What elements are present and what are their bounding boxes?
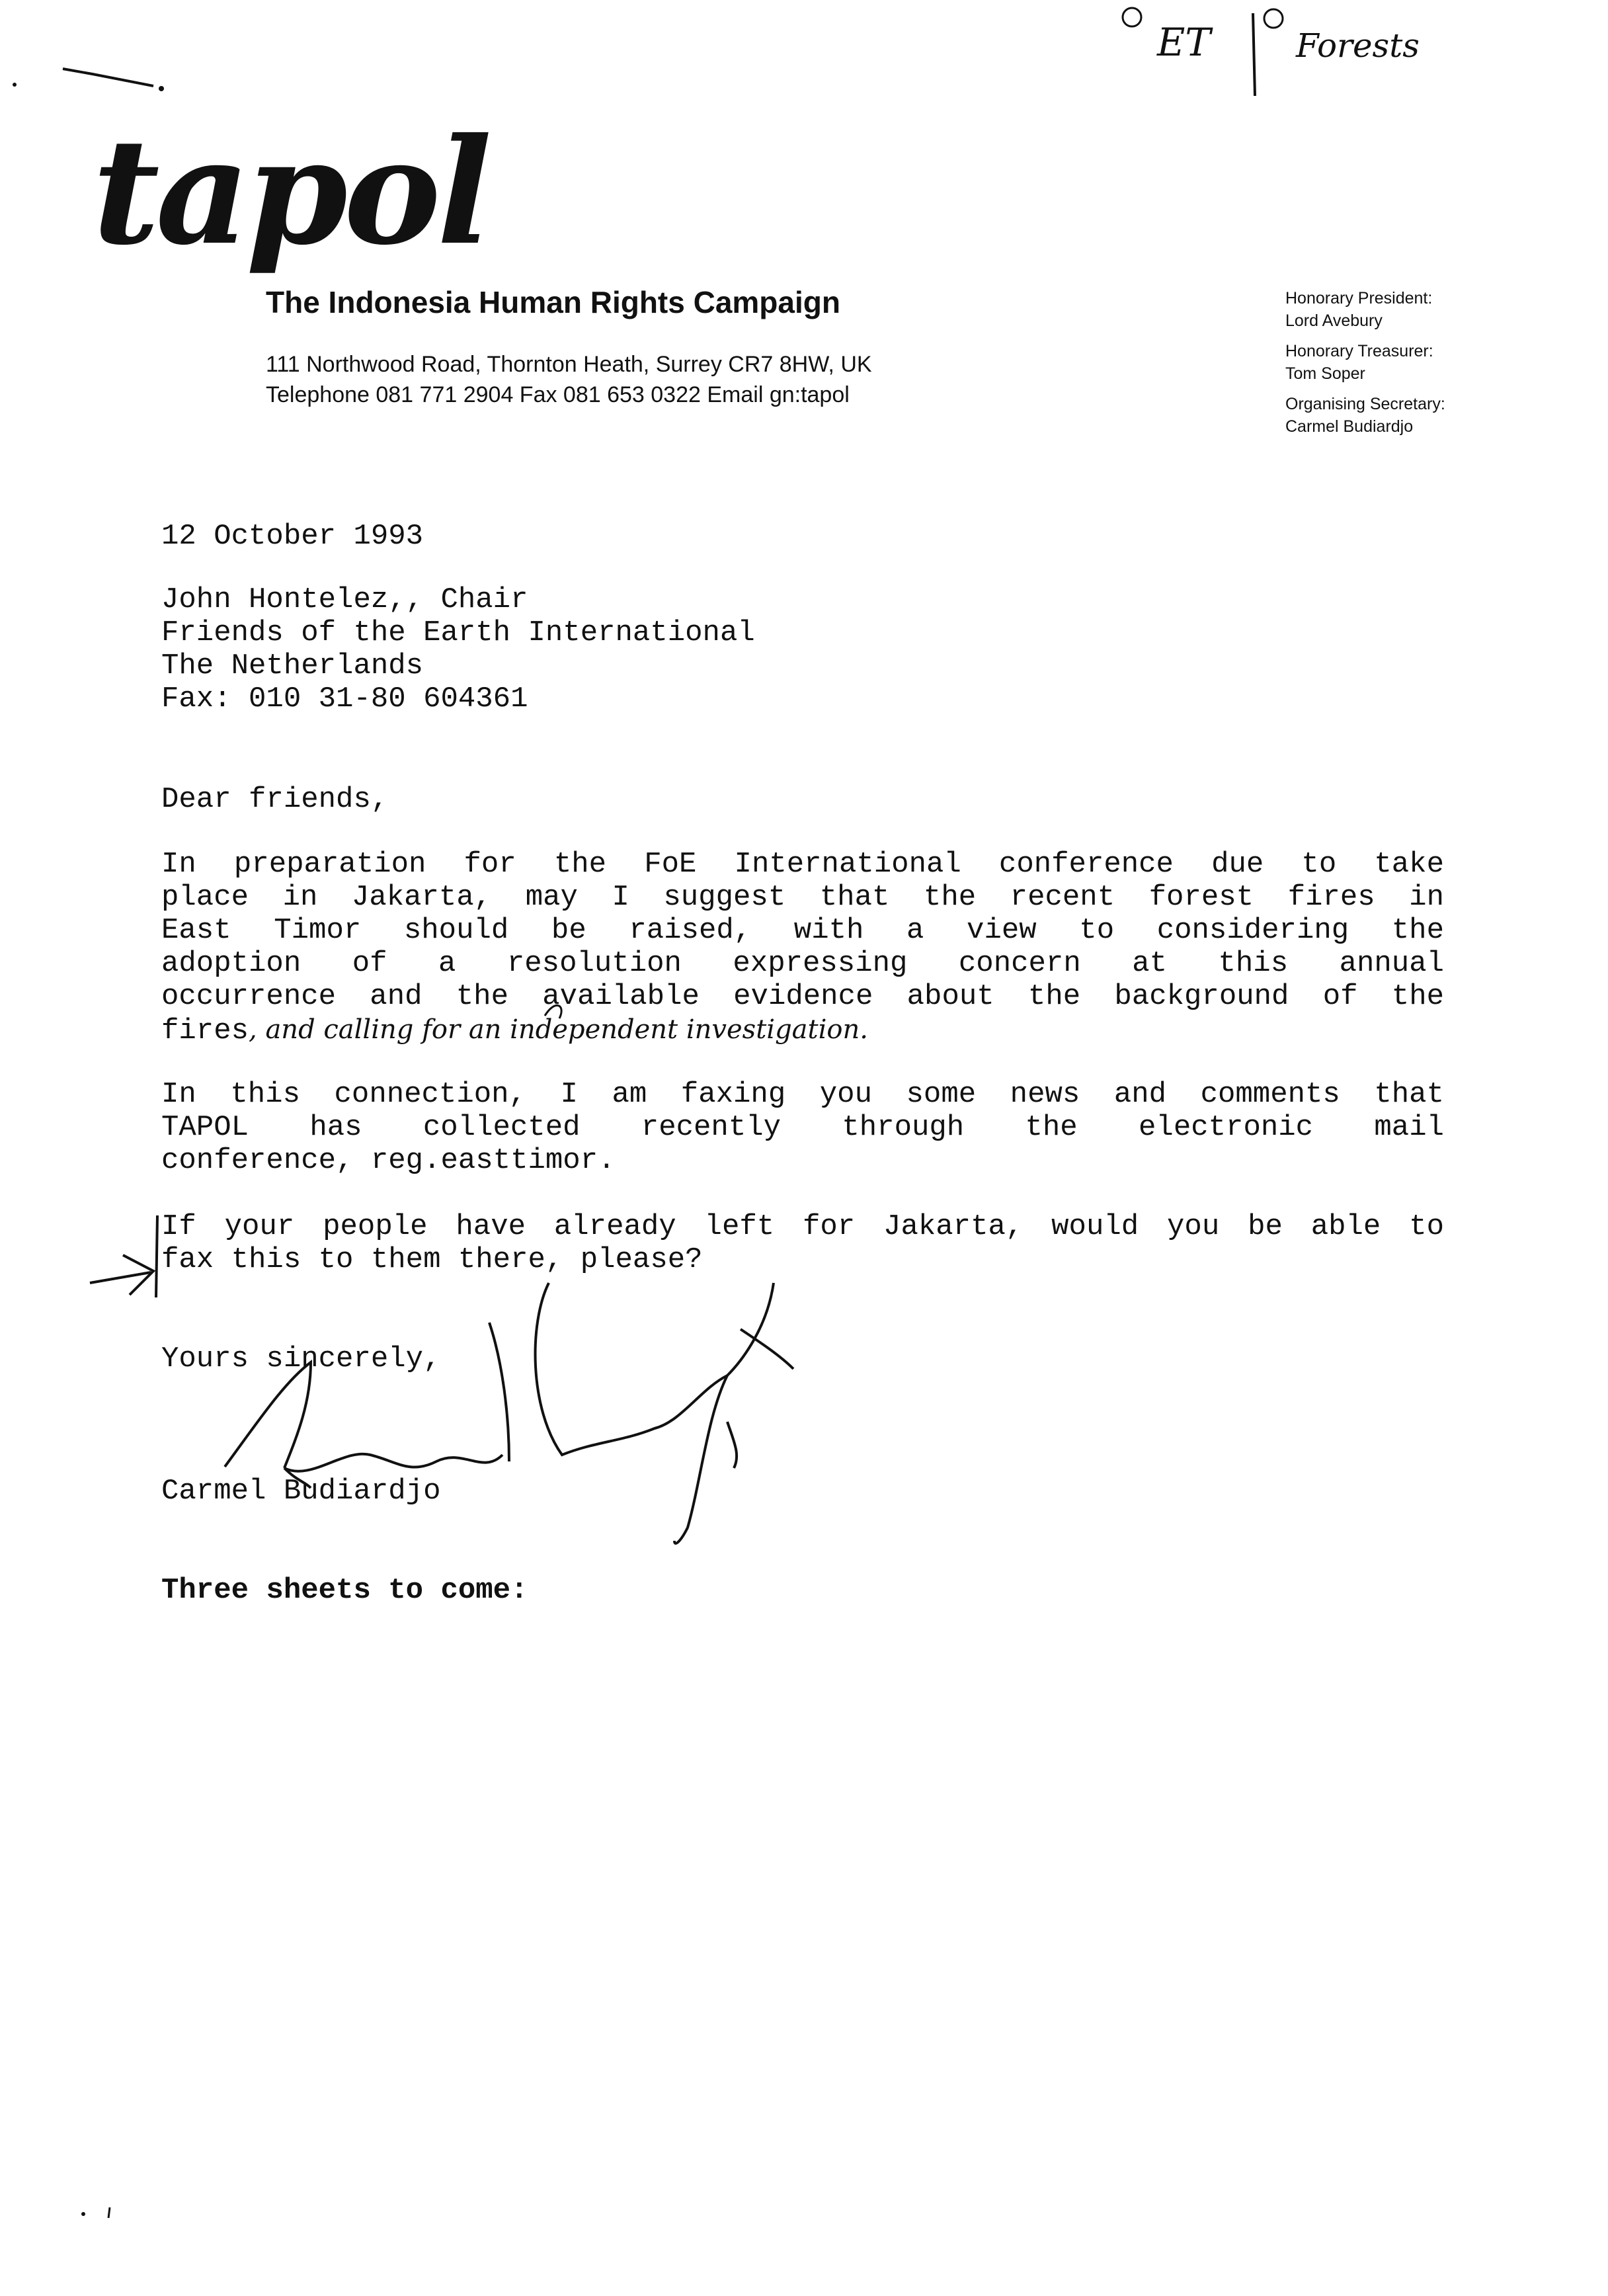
paragraph-3 [161, 1210, 1444, 1276]
letter-date: 12 October 1993 [161, 520, 424, 553]
officer-name: Carmel Budiardjo [1285, 417, 1414, 436]
salutation: Dear friends, [161, 783, 389, 816]
circle-mark [1123, 8, 1141, 26]
officer-role: Honorary Treasurer: [1285, 342, 1433, 360]
paragraph-line: TAPOL has collected recently through the electronic mail [161, 1111, 1444, 1144]
speck-mark [63, 69, 153, 86]
paragraph-line: In this connection, I am faxing you some news and comments that [161, 1078, 1444, 1111]
paragraph-1 [161, 848, 1444, 1047]
margin-bracket [156, 1215, 157, 1297]
recipient-line: Fax: 010 31-80 604361 [161, 682, 528, 716]
officer-role: Organising Secretary: [1285, 395, 1445, 413]
contact-line: Telephone 081 771 2904 Fax 081 653 0322 Email gn:tapol [266, 382, 850, 407]
tapol-logo: tapol [93, 106, 489, 277]
footer-note: Three sheets to come: [161, 1574, 528, 1607]
paragraph-line: East Timor should be raised, with a view to considering the [161, 914, 1444, 947]
paragraph-line-fires: fires [161, 1014, 249, 1047]
annotation-forests: Forests [1296, 26, 1420, 65]
paragraph-line-last [161, 1013, 1444, 1047]
paragraph-line: In preparation for the FoE International conference due to take [161, 848, 1444, 881]
address: 111 Northwood Road, Thornton Heath, Surrey CR7 8HW, UK [266, 352, 872, 377]
speck [159, 86, 164, 91]
speck [81, 2212, 85, 2216]
separator-stroke [1253, 13, 1255, 96]
paragraph-line: place in Jakarta, may I suggest that the recent forest fires in [161, 881, 1444, 914]
paragraph-line: occurrence and the available evidence about the background of the [161, 980, 1444, 1013]
circle-mark-2 [1264, 9, 1283, 28]
speck [108, 2207, 110, 2218]
officer-name: Lord Avebury [1285, 311, 1383, 330]
handwritten-insertion: , and calling for an independent investigation. [249, 1014, 868, 1045]
speck [13, 83, 17, 87]
org-name: The Indonesia Human Rights Campaign [266, 285, 840, 319]
paragraph-line: conference, reg.easttimor. [161, 1144, 616, 1177]
closing: Yours sincerely, [161, 1342, 441, 1375]
recipient-line: Friends of the Earth International [161, 616, 755, 649]
paragraph-2 [161, 1078, 1444, 1177]
paragraph-line: adoption of a resolution expressing concern at this annual [161, 947, 1444, 980]
recipient-line: John Hontelez,, Chair [161, 583, 528, 616]
signatory: Carmel Budiardjo [161, 1475, 441, 1508]
annotation-et: ET [1157, 20, 1211, 65]
paragraph-line: If your people have already left for Jakarta, would you be able to [161, 1210, 1444, 1243]
officer-role: Honorary President: [1285, 289, 1433, 308]
recipient-line: The Netherlands [161, 649, 424, 682]
paragraph-line: fax this to them there, please? [161, 1243, 703, 1276]
officer-name: Tom Soper [1285, 364, 1365, 383]
